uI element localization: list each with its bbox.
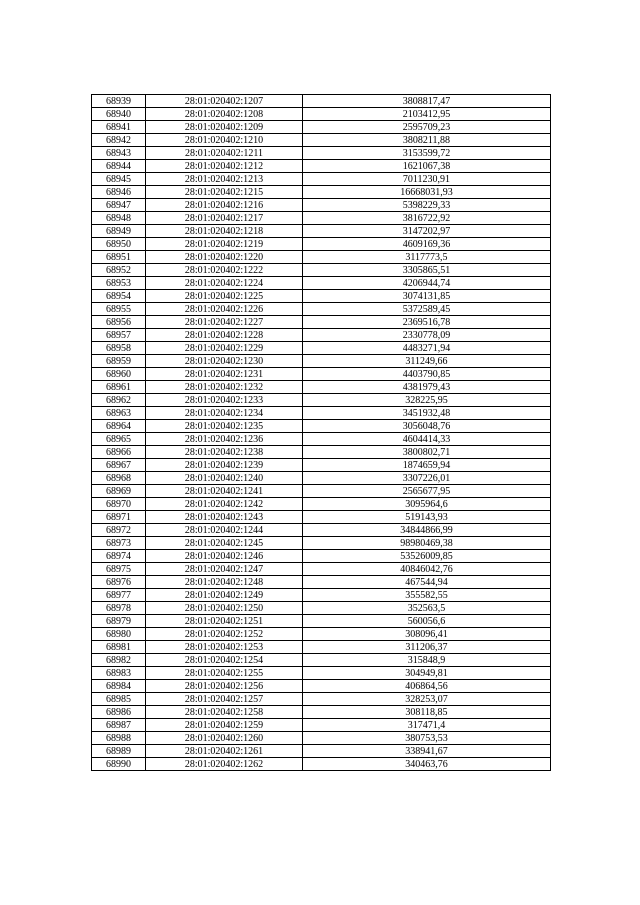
cadastral-value-cell: 3305865,51 <box>303 264 551 277</box>
table-row <box>92 524 551 537</box>
table-row <box>92 537 551 550</box>
cadastral-number-cell: 28:01:020402:1243 <box>146 511 303 524</box>
table-body <box>92 95 551 771</box>
cadastral-value-cell: 5372589,45 <box>303 303 551 316</box>
table-row <box>92 732 551 745</box>
cadastral-value-cell: 2330778,09 <box>303 329 551 342</box>
row-number-cell: 68949 <box>92 225 146 238</box>
cadastral-value-cell: 3117773,5 <box>303 251 551 264</box>
cadastral-value-cell: 1874659,94 <box>303 459 551 472</box>
cadastral-value-cell: 3808817,47 <box>303 95 551 108</box>
cadastral-value-cell: 340463,76 <box>303 758 551 771</box>
cadastral-number-cell: 28:01:020402:1239 <box>146 459 303 472</box>
cadastral-value-cell: 308118,85 <box>303 706 551 719</box>
row-number-cell: 68954 <box>92 290 146 303</box>
cadastral-number-cell: 28:01:020402:1248 <box>146 576 303 589</box>
table-row <box>92 394 551 407</box>
row-number-cell: 68948 <box>92 212 146 225</box>
cadastral-number-cell: 28:01:020402:1253 <box>146 641 303 654</box>
table-row <box>92 329 551 342</box>
row-number-cell: 68941 <box>92 121 146 134</box>
table-row <box>92 238 551 251</box>
cadastral-value-cell: 4381979,43 <box>303 381 551 394</box>
table-row <box>92 251 551 264</box>
cadastral-value-cell: 4403790,85 <box>303 368 551 381</box>
row-number-cell: 68975 <box>92 563 146 576</box>
cadastral-value-cell: 519143,93 <box>303 511 551 524</box>
table-row <box>92 134 551 147</box>
table-row <box>92 368 551 381</box>
cadastral-number-cell: 28:01:020402:1254 <box>146 654 303 667</box>
cadastral-number-cell: 28:01:020402:1260 <box>146 732 303 745</box>
table-row <box>92 381 551 394</box>
cadastral-value-cell: 3074131,85 <box>303 290 551 303</box>
cadastral-number-cell: 28:01:020402:1229 <box>146 342 303 355</box>
table-row <box>92 511 551 524</box>
cadastral-number-cell: 28:01:020402:1209 <box>146 121 303 134</box>
cadastral-number-cell: 28:01:020402:1216 <box>146 199 303 212</box>
row-number-cell: 68983 <box>92 667 146 680</box>
cadastral-number-cell: 28:01:020402:1215 <box>146 186 303 199</box>
table-row <box>92 121 551 134</box>
table-row <box>92 680 551 693</box>
cadastral-number-cell: 28:01:020402:1259 <box>146 719 303 732</box>
row-number-cell: 68950 <box>92 238 146 251</box>
cadastral-value-cell: 352563,5 <box>303 602 551 615</box>
row-number-cell: 68986 <box>92 706 146 719</box>
table-row <box>92 290 551 303</box>
table-row <box>92 199 551 212</box>
cadastral-number-cell: 28:01:020402:1258 <box>146 706 303 719</box>
cadastral-value-cell: 3095964,6 <box>303 498 551 511</box>
row-number-cell: 68988 <box>92 732 146 745</box>
row-number-cell: 68966 <box>92 446 146 459</box>
cadastral-value-cell: 317471,4 <box>303 719 551 732</box>
row-number-cell: 68980 <box>92 628 146 641</box>
cadastral-value-cell: 1621067,38 <box>303 160 551 173</box>
cadastral-number-cell: 28:01:020402:1256 <box>146 680 303 693</box>
row-number-cell: 68972 <box>92 524 146 537</box>
cadastral-value-cell: 53526009,85 <box>303 550 551 563</box>
cadastral-value-cell: 338941,67 <box>303 745 551 758</box>
table-row <box>92 186 551 199</box>
table-row <box>92 108 551 121</box>
row-number-cell: 68981 <box>92 641 146 654</box>
cadastral-number-cell: 28:01:020402:1226 <box>146 303 303 316</box>
row-number-cell: 68976 <box>92 576 146 589</box>
cadastral-value-cell: 3307226,01 <box>303 472 551 485</box>
row-number-cell: 68952 <box>92 264 146 277</box>
cadastral-number-cell: 28:01:020402:1236 <box>146 433 303 446</box>
cadastral-value-cell: 311206,37 <box>303 641 551 654</box>
cadastral-number-cell: 28:01:020402:1262 <box>146 758 303 771</box>
row-number-cell: 68962 <box>92 394 146 407</box>
row-number-cell: 68969 <box>92 485 146 498</box>
table-row <box>92 745 551 758</box>
table-row <box>92 472 551 485</box>
row-number-cell: 68942 <box>92 134 146 147</box>
cadastral-value-cell: 2103412,95 <box>303 108 551 121</box>
table-row <box>92 160 551 173</box>
table-row <box>92 303 551 316</box>
cadastral-value-cell: 3153599,72 <box>303 147 551 160</box>
row-number-cell: 68956 <box>92 316 146 329</box>
cadastral-value-cell: 3800802,71 <box>303 446 551 459</box>
row-number-cell: 68945 <box>92 173 146 186</box>
cadastral-value-cell: 380753,53 <box>303 732 551 745</box>
table-row <box>92 576 551 589</box>
table-row <box>92 147 551 160</box>
table-row <box>92 758 551 771</box>
table-row <box>92 225 551 238</box>
table-row <box>92 277 551 290</box>
row-number-cell: 68959 <box>92 355 146 368</box>
cadastral-number-cell: 28:01:020402:1252 <box>146 628 303 641</box>
cadastral-value-cell: 4609169,36 <box>303 238 551 251</box>
row-number-cell: 68951 <box>92 251 146 264</box>
table-row <box>92 420 551 433</box>
row-number-cell: 68970 <box>92 498 146 511</box>
cadastral-value-cell: 355582,55 <box>303 589 551 602</box>
row-number-cell: 68957 <box>92 329 146 342</box>
cadastral-number-cell: 28:01:020402:1235 <box>146 420 303 433</box>
cadastral-number-cell: 28:01:020402:1233 <box>146 394 303 407</box>
row-number-cell: 68964 <box>92 420 146 433</box>
cadastral-number-cell: 28:01:020402:1207 <box>146 95 303 108</box>
cadastral-value-cell: 467544,94 <box>303 576 551 589</box>
cadastral-value-cell: 3056048,76 <box>303 420 551 433</box>
table-row <box>92 641 551 654</box>
cadastral-number-cell: 28:01:020402:1245 <box>146 537 303 550</box>
row-number-cell: 68947 <box>92 199 146 212</box>
cadastral-number-cell: 28:01:020402:1244 <box>146 524 303 537</box>
row-number-cell: 68955 <box>92 303 146 316</box>
table-row <box>92 459 551 472</box>
table-row <box>92 550 551 563</box>
cadastral-number-cell: 28:01:020402:1222 <box>146 264 303 277</box>
cadastral-number-cell: 28:01:020402:1249 <box>146 589 303 602</box>
table-row <box>92 706 551 719</box>
cadastral-value-cell: 40846042,76 <box>303 563 551 576</box>
row-number-cell: 68977 <box>92 589 146 602</box>
row-number-cell: 68946 <box>92 186 146 199</box>
cadastral-value-cell: 315848,9 <box>303 654 551 667</box>
cadastral-value-cell: 560056,6 <box>303 615 551 628</box>
cadastral-number-cell: 28:01:020402:1218 <box>146 225 303 238</box>
row-number-cell: 68958 <box>92 342 146 355</box>
cadastral-number-cell: 28:01:020402:1238 <box>146 446 303 459</box>
cadastral-number-cell: 28:01:020402:1232 <box>146 381 303 394</box>
table-row <box>92 667 551 680</box>
cadastral-value-cell: 7011230,91 <box>303 173 551 186</box>
table-row <box>92 615 551 628</box>
cadastral-value-table <box>91 94 551 771</box>
cadastral-number-cell: 28:01:020402:1224 <box>146 277 303 290</box>
row-number-cell: 68974 <box>92 550 146 563</box>
cadastral-number-cell: 28:01:020402:1247 <box>146 563 303 576</box>
table-row <box>92 719 551 732</box>
cadastral-number-cell: 28:01:020402:1225 <box>146 290 303 303</box>
row-number-cell: 68982 <box>92 654 146 667</box>
cadastral-number-cell: 28:01:020402:1210 <box>146 134 303 147</box>
cadastral-value-cell: 308096,41 <box>303 628 551 641</box>
table-row <box>92 316 551 329</box>
cadastral-number-cell: 28:01:020402:1227 <box>146 316 303 329</box>
cadastral-value-cell: 4483271,94 <box>303 342 551 355</box>
cadastral-value-cell: 34844866,99 <box>303 524 551 537</box>
table-row <box>92 498 551 511</box>
row-number-cell: 68987 <box>92 719 146 732</box>
cadastral-number-cell: 28:01:020402:1212 <box>146 160 303 173</box>
row-number-cell: 68943 <box>92 147 146 160</box>
row-number-cell: 68961 <box>92 381 146 394</box>
cadastral-value-cell: 3451932,48 <box>303 407 551 420</box>
row-number-cell: 68944 <box>92 160 146 173</box>
cadastral-value-cell: 304949,81 <box>303 667 551 680</box>
cadastral-number-cell: 28:01:020402:1241 <box>146 485 303 498</box>
cadastral-value-cell: 4604414,33 <box>303 433 551 446</box>
cadastral-number-cell: 28:01:020402:1242 <box>146 498 303 511</box>
row-number-cell: 68965 <box>92 433 146 446</box>
cadastral-number-cell: 28:01:020402:1240 <box>146 472 303 485</box>
cadastral-number-cell: 28:01:020402:1228 <box>146 329 303 342</box>
cadastral-number-cell: 28:01:020402:1257 <box>146 693 303 706</box>
row-number-cell: 68984 <box>92 680 146 693</box>
table-row <box>92 602 551 615</box>
row-number-cell: 68939 <box>92 95 146 108</box>
table-row <box>92 628 551 641</box>
table-row <box>92 95 551 108</box>
table-row <box>92 342 551 355</box>
row-number-cell: 68971 <box>92 511 146 524</box>
row-number-cell: 68967 <box>92 459 146 472</box>
table-row <box>92 264 551 277</box>
row-number-cell: 68989 <box>92 745 146 758</box>
row-number-cell: 68953 <box>92 277 146 290</box>
cadastral-number-cell: 28:01:020402:1230 <box>146 355 303 368</box>
row-number-cell: 68990 <box>92 758 146 771</box>
cadastral-value-cell: 2595709,23 <box>303 121 551 134</box>
table-row <box>92 407 551 420</box>
table-row <box>92 446 551 459</box>
table-row <box>92 589 551 602</box>
table-row <box>92 693 551 706</box>
cadastral-number-cell: 28:01:020402:1211 <box>146 147 303 160</box>
table-row <box>92 433 551 446</box>
row-number-cell: 68960 <box>92 368 146 381</box>
cadastral-value-cell: 3147202,97 <box>303 225 551 238</box>
table-row <box>92 563 551 576</box>
cadastral-number-cell: 28:01:020402:1246 <box>146 550 303 563</box>
cadastral-number-cell: 28:01:020402:1234 <box>146 407 303 420</box>
row-number-cell: 68985 <box>92 693 146 706</box>
cadastral-value-cell: 311249,66 <box>303 355 551 368</box>
table-row <box>92 355 551 368</box>
cadastral-value-cell: 406864,56 <box>303 680 551 693</box>
cadastral-number-cell: 28:01:020402:1219 <box>146 238 303 251</box>
cadastral-number-cell: 28:01:020402:1208 <box>146 108 303 121</box>
cadastral-number-cell: 28:01:020402:1250 <box>146 602 303 615</box>
cadastral-value-cell: 328225,95 <box>303 394 551 407</box>
table-row <box>92 173 551 186</box>
cadastral-value-cell: 98980469,38 <box>303 537 551 550</box>
cadastral-number-cell: 28:01:020402:1261 <box>146 745 303 758</box>
cadastral-number-cell: 28:01:020402:1220 <box>146 251 303 264</box>
cadastral-number-cell: 28:01:020402:1213 <box>146 173 303 186</box>
cadastral-value-cell: 4206944,74 <box>303 277 551 290</box>
cadastral-value-cell: 5398229,33 <box>303 199 551 212</box>
row-number-cell: 68963 <box>92 407 146 420</box>
cadastral-value-cell: 328253,07 <box>303 693 551 706</box>
cadastral-value-cell: 2565677,95 <box>303 485 551 498</box>
row-number-cell: 68973 <box>92 537 146 550</box>
cadastral-number-cell: 28:01:020402:1251 <box>146 615 303 628</box>
table-row <box>92 212 551 225</box>
table-row <box>92 485 551 498</box>
table-row <box>92 654 551 667</box>
row-number-cell: 68968 <box>92 472 146 485</box>
cadastral-value-cell: 2369516,78 <box>303 316 551 329</box>
cadastral-number-cell: 28:01:020402:1231 <box>146 368 303 381</box>
cadastral-value-cell: 3816722,92 <box>303 212 551 225</box>
row-number-cell: 68979 <box>92 615 146 628</box>
cadastral-value-cell: 3808211,88 <box>303 134 551 147</box>
row-number-cell: 68978 <box>92 602 146 615</box>
cadastral-number-cell: 28:01:020402:1255 <box>146 667 303 680</box>
cadastral-value-cell: 16668031,93 <box>303 186 551 199</box>
row-number-cell: 68940 <box>92 108 146 121</box>
cadastral-number-cell: 28:01:020402:1217 <box>146 212 303 225</box>
